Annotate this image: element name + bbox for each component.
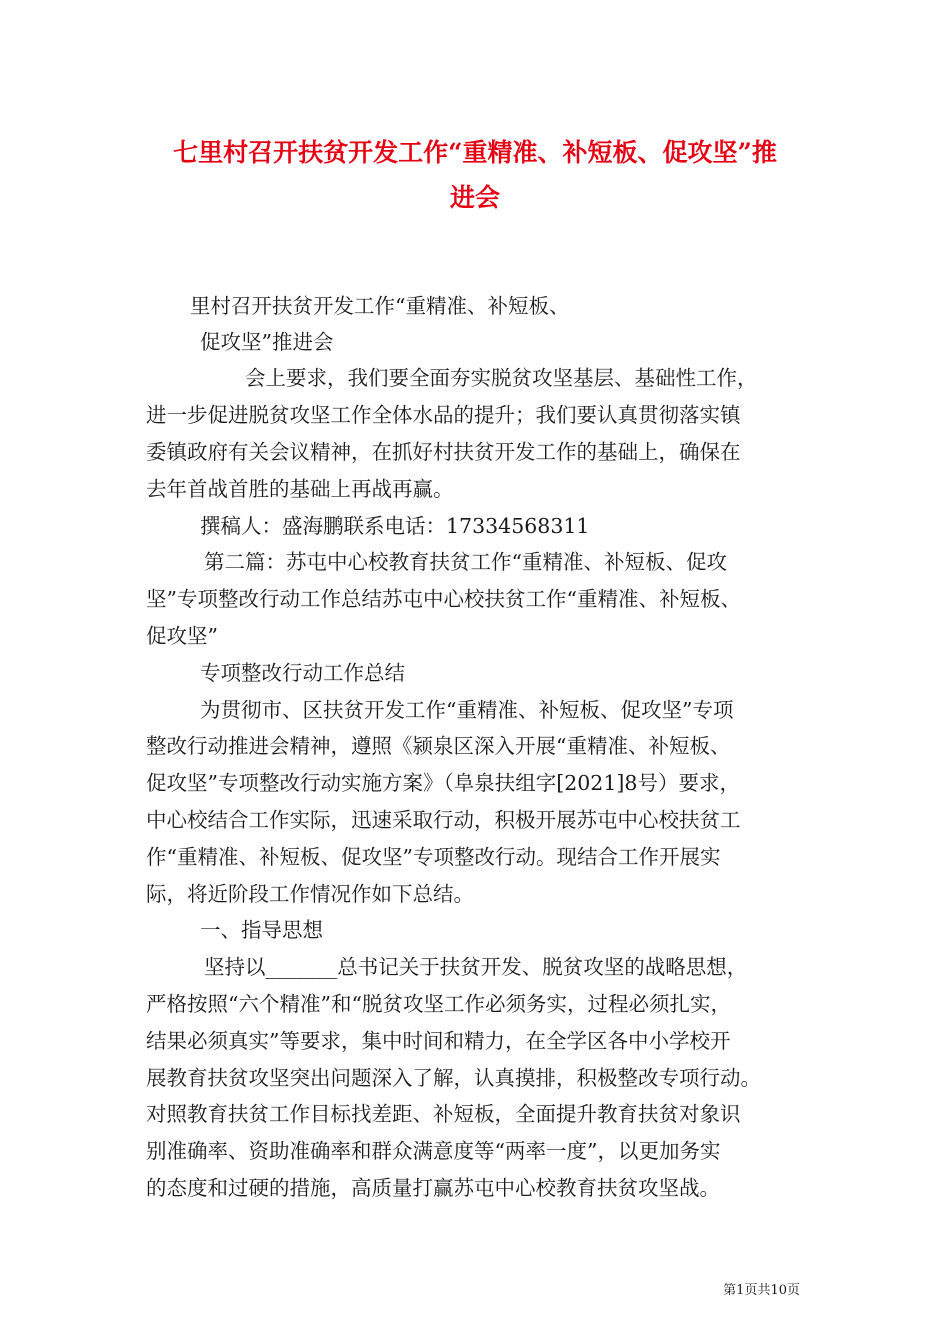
body-line-14: 促攻坚”专项整改行动实施方案》（阜泉扶组字[2021]8号）要求，: [146, 771, 740, 795]
body-line-15: 中心校结合工作实际，迅速采取行动，积极开展苏屯中心校扶贫工: [146, 808, 741, 832]
body-line-7: 撰稿人：盛海鹏联系电话：17334568311: [200, 514, 590, 538]
body-line-20: 严格按照“六个精准”和“脱贫攻坚工作必须务实，过程必须扎实，: [146, 992, 731, 1016]
page-number: 第1页共10页: [723, 1283, 800, 1298]
body-line-11: 专项整改行动工作总结: [200, 661, 405, 685]
document-title-line-2: 进会: [449, 183, 500, 212]
body-line-8: 第二篇：苏屯中心校教育扶贫工作“重精准、补短板、促攻: [204, 550, 727, 574]
body-line-25: 的态度和过硬的措施，高质量打赢苏屯中心校教育扶贫攻坚战。: [146, 1176, 720, 1200]
body-line-1: 里村召开扶贫开发工作“重精准、补短板、: [190, 294, 570, 318]
body-line-13: 整改行动推进会精神，遵照《颍泉区深入开展“重精准、补短板、: [146, 734, 731, 758]
body-line-17: 际，将近阶段工作情况作如下总结。: [146, 882, 474, 906]
document-title-line-1: 七里村召开扶贫开发工作“重精准、补短板、促攻坚”推: [173, 138, 777, 167]
body-line-22: 展教育扶贫攻坚突出问题深入了解，认真摸排，积极整改专项行动。: [146, 1066, 761, 1090]
section-heading: 一、指导思想: [200, 918, 323, 942]
body-line-10: 促攻坚”: [146, 624, 218, 648]
body-line-5: 委镇政府有关会议精神，在抓好村扶贫开发工作的基础上，确保在: [146, 440, 741, 464]
body-line-2: 促攻坚”推进会: [200, 330, 334, 354]
body-line-4: 进一步促进脱贫攻坚工作全体水品的提升；我们要认真贯彻落实镇: [146, 403, 741, 427]
body-line-9: 坚”专项整改行动工作总结苏屯中心校扶贫工作“重精准、补短板、: [146, 587, 741, 611]
body-line-24: 别准确率、资助准确率和群众满意度等“两率一度”，以更加务实: [146, 1139, 721, 1163]
body-line-21: 结果必须真实”等要求，集中时间和精力，在全学区各中小学校开: [146, 1029, 731, 1053]
body-line-19: 坚持以_______总书记关于扶贫开发、脱贫攻坚的战略思想，: [204, 955, 748, 979]
body-line-6: 去年首战首胜的基础上再战再赢。: [146, 477, 454, 501]
body-line-16: 作“重精准、补短板、促攻坚”专项整改行动。现结合工作开展实: [146, 845, 721, 869]
body-line-23: 对照教育扶贫工作目标找差距、补短板，全面提升教育扶贫对象识: [146, 1102, 741, 1126]
body-line-3: 会上要求，我们要全面夯实脱贫攻坚基层、基础性工作，: [245, 366, 758, 390]
body-line-12: 为贯彻市、区扶贫开发工作“重精准、补短板、促攻坚”专项: [200, 698, 734, 722]
